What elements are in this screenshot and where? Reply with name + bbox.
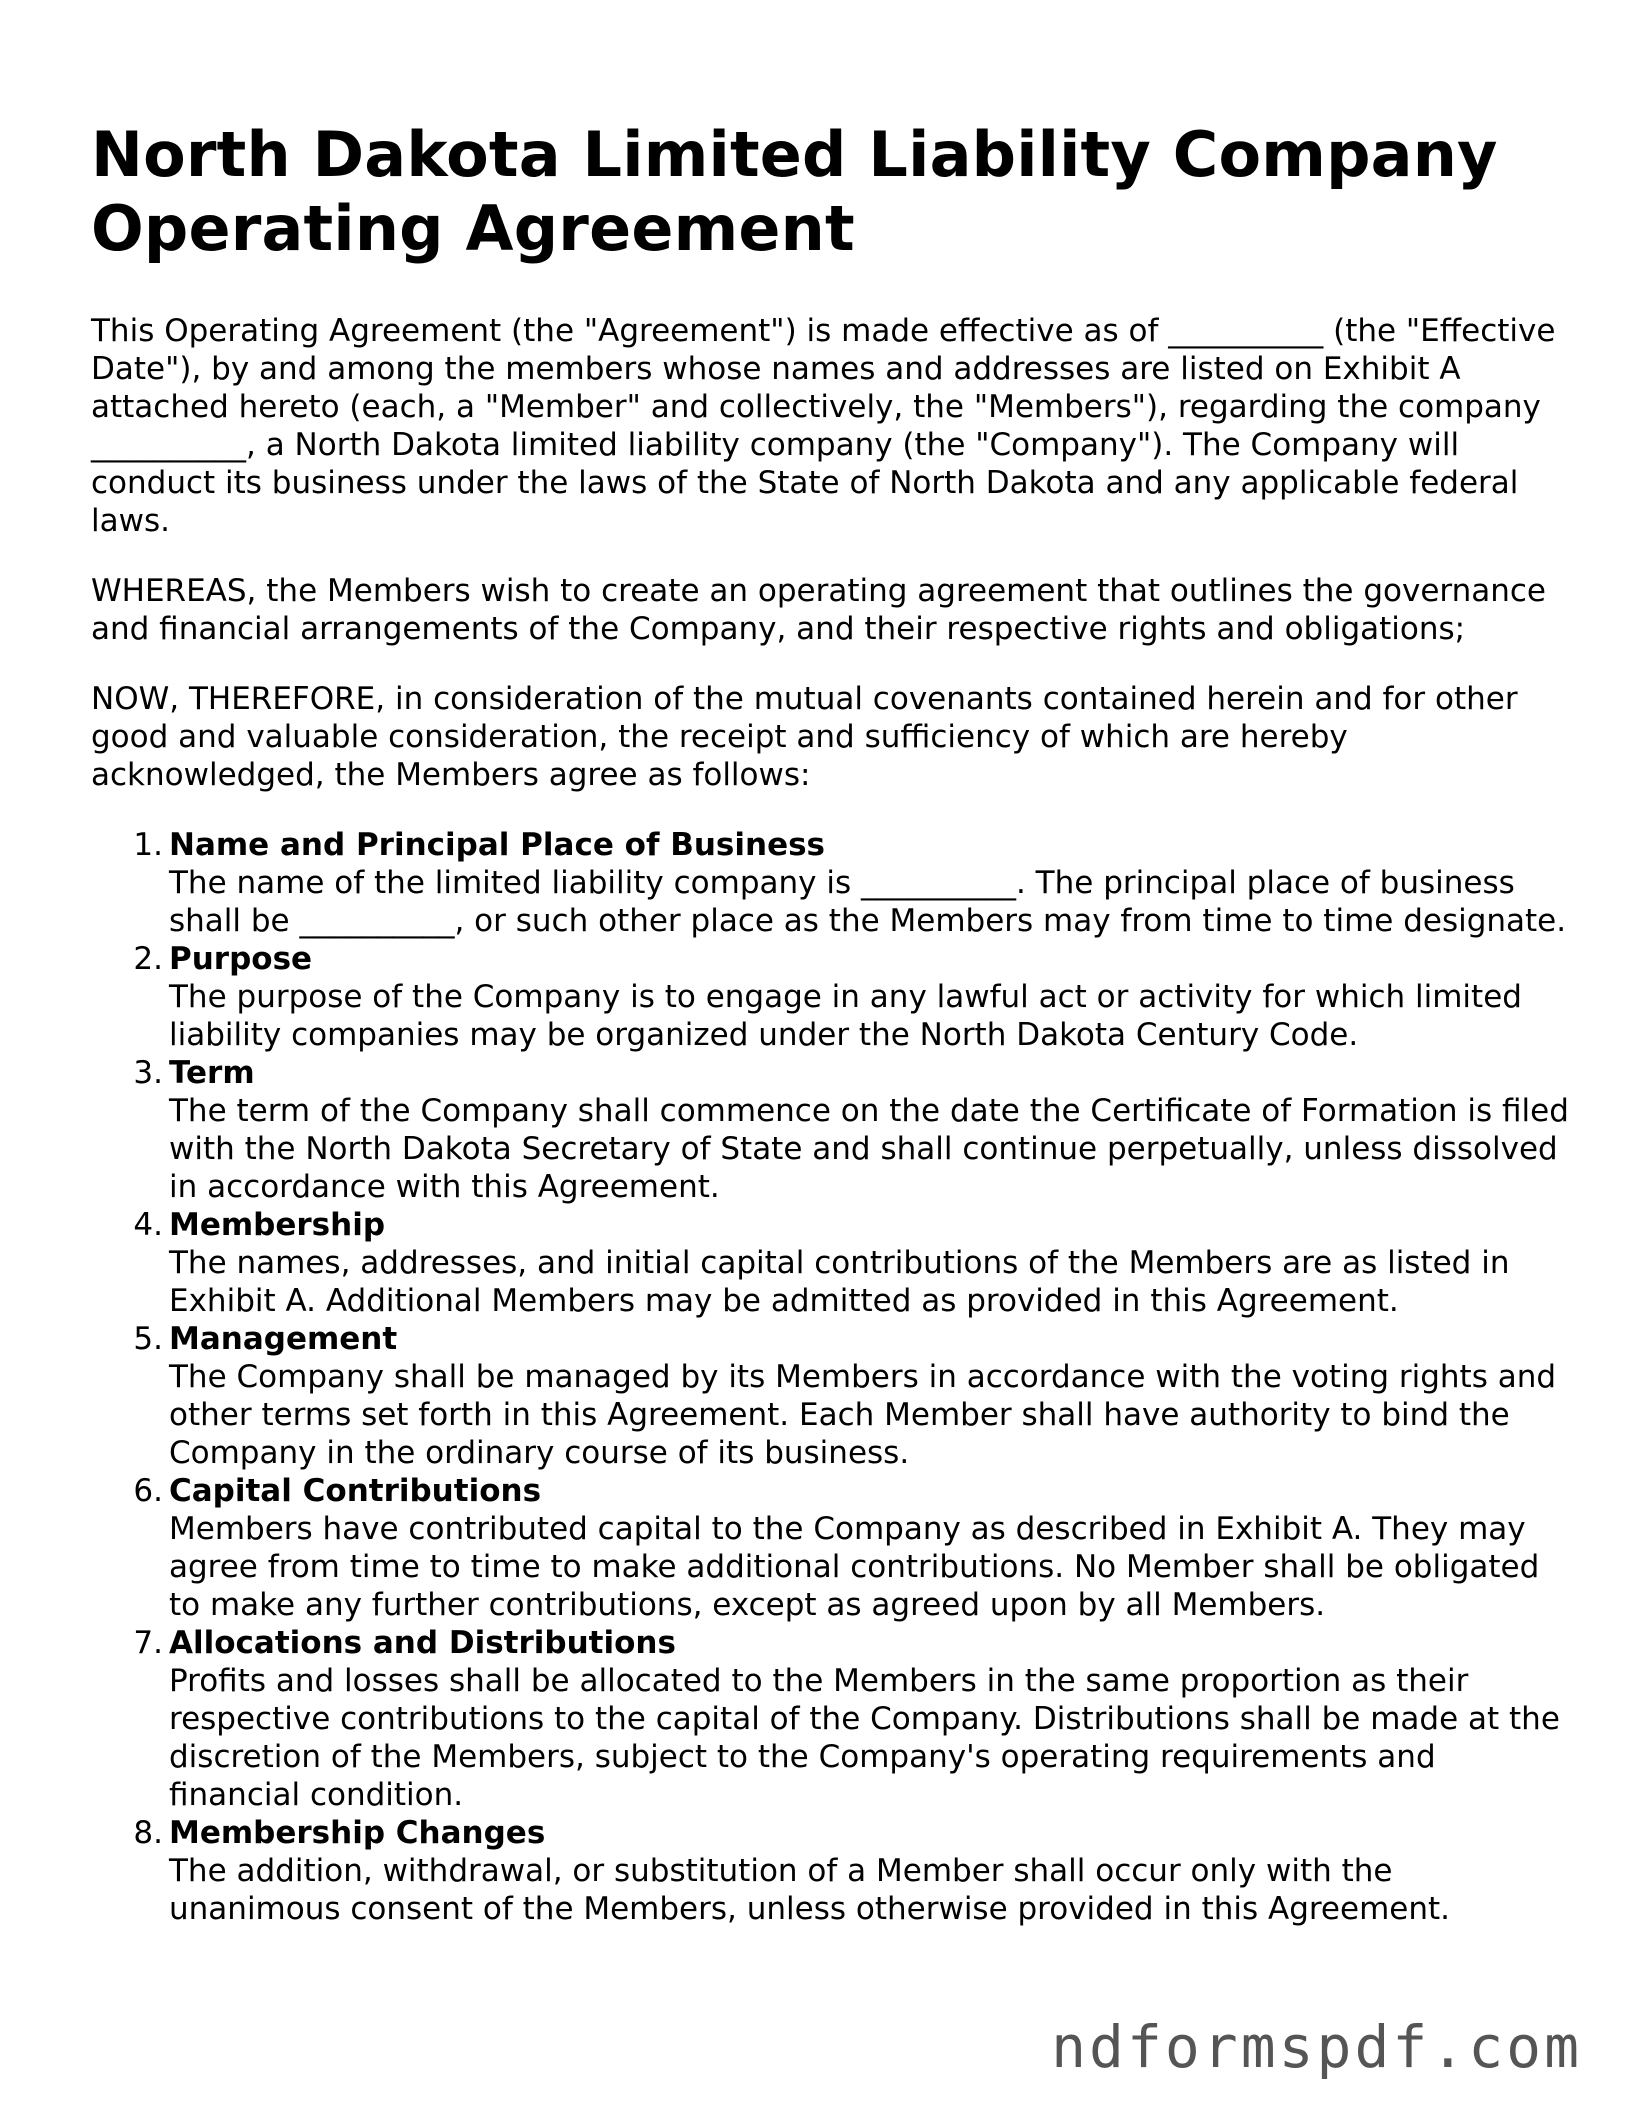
section-body: The term of the Company shall commence on the date the Certificate of Formation is filed with the North Dakota Secretary of State and shall continue perpetually, unless dissolved in accordance with this Agreement. (169, 1093, 1569, 1205)
whereas-paragraph: WHEREAS, the Members wish to create an operating agreement that outlines the governance and financial arrangements of the Company, and their respective rights and obligations; (91, 573, 1547, 647)
section-title: Purpose (169, 941, 313, 977)
section-body: The purpose of the Company is to engage in any lawful act or activity for which limited liability companies may be organized under the North Dakota Century Code. (169, 979, 1522, 1053)
section-number: 1. (133, 827, 163, 863)
section-item (91, 1624, 1569, 1814)
section-body: The addition, withdrawal, or substitution of a Member shall occur only with the unanimous consent of the Members, unless otherwise provided in this Agreement. (169, 1853, 1451, 1927)
watermark: ndformspdf.com (1051, 2013, 1582, 2081)
section-title: Term (169, 1055, 255, 1091)
section-title: Allocations and Distributions (169, 1625, 676, 1661)
section-number: 7. (133, 1625, 163, 1661)
section-item (91, 1054, 1569, 1206)
section-item (91, 1814, 1569, 1928)
intro-paragraph: This Operating Agreement (the "Agreement") is made effective as of __________ (the "Effective Date"), by and among the members whose names and addresses are listed on Exhibit A attached hereto (each, a "Member" and collectively, the "Members"), regarding the company __________, a North Dakota limited liability company (the "Company"). The Company will conduct its business under the laws of the State of North Dakota and any applicable federal laws. (91, 313, 1556, 539)
section-body: Profits and losses shall be allocated to the Members in the same proportion as their respective contributions to the capital of the Company. Distributions shall be made at the discretion of the Members, subject to the Company's operating requirements and financial condition. (169, 1663, 1560, 1813)
section-number: 3. (133, 1055, 163, 1091)
section-title: Name and Principal Place of Business (169, 827, 825, 863)
section-title: Management (169, 1321, 398, 1357)
document-page (91, 118, 1569, 1928)
section-number: 4. (133, 1207, 163, 1243)
now-therefore-paragraph: NOW, THEREFORE, in consideration of the mutual covenants contained herein and for other good and valuable consideration, the receipt and sufficiency of which are hereby acknowledged, the Members agree as follows: (91, 681, 1518, 793)
section-item (91, 1472, 1569, 1624)
section-number: 5. (133, 1321, 163, 1357)
section-body: The name of the limited liability company is __________. The principal place of business shall be __________, or such other place as the Members may from time to time designate. (169, 865, 1567, 939)
section-body: Members have contributed capital to the Company as described in Exhibit A. They may agree from time to time to make additional contributions. No Member shall be obligated to make any further contributions, except as agreed upon by all Members. (169, 1511, 1540, 1623)
document-title: North Dakota Limited Liability Company Operating Agreement (91, 118, 1498, 265)
section-number: 6. (133, 1473, 163, 1509)
section-item (91, 940, 1569, 1054)
section-title: Membership Changes (169, 1815, 546, 1851)
section-item (91, 1320, 1569, 1472)
section-number: 8. (133, 1815, 163, 1851)
section-title: Membership (169, 1207, 386, 1243)
section-title: Capital Contributions (169, 1473, 542, 1509)
section-body: The names, addresses, and initial capital contributions of the Members are as listed in Exhibit A. Additional Members may be admitted as provided in this Agreement. (169, 1245, 1510, 1319)
section-item (91, 1206, 1569, 1320)
sections-list (91, 826, 1569, 1928)
section-number: 2. (133, 941, 163, 977)
section-body: The Company shall be managed by its Members in accordance with the voting rights and other terms set forth in this Agreement. Each Member shall have authority to bind the Company in the ordinary course of its business. (169, 1359, 1557, 1471)
section-item (91, 826, 1569, 940)
